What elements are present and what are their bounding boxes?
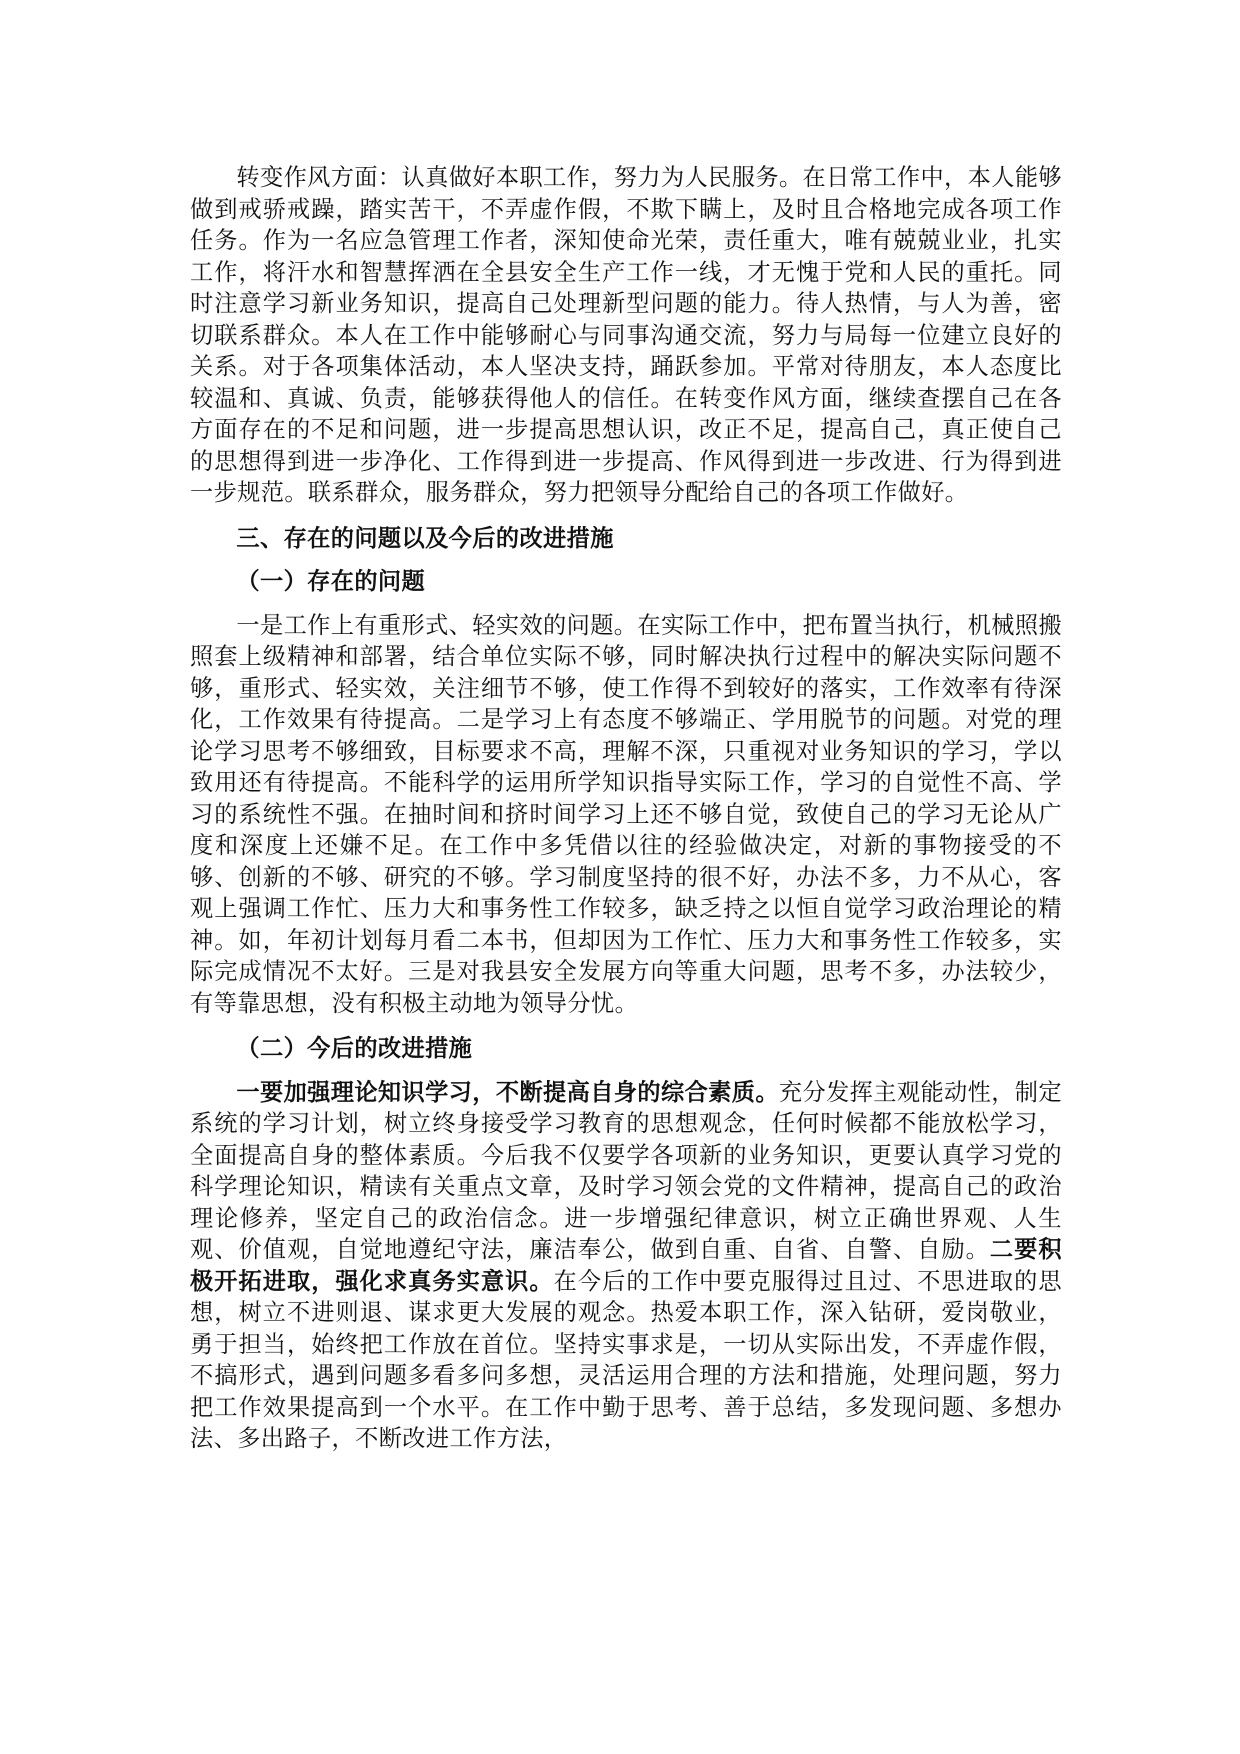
section-heading-problems-and-measures: 三、存在的问题以及今后的改进措施 bbox=[236, 524, 614, 552]
measure-body-1: 充分发挥主观能动性，制定系统的学习计划，树立终身接受学习教育的思想观念，任何时候都不能放松学习，全面提高自身的整体素质。今后我不仅要学各项新的业务知识，更要认真学习党的科学理论知识，精读有关重点文章，及时学习领会党的文件精神，提高自己的政治理论修养，坚定自己的政治信念。进一步增强纪律意识，树立正确世界观、人生观、价值观，自觉地遵纪守法，廉洁奉公，做到自重、自省、自警、自励。 bbox=[190, 1078, 1062, 1263]
subheading-improvement-measures: （二）今后的改进措施 bbox=[236, 1035, 473, 1062]
paragraph-improvement-measures bbox=[190, 1077, 1062, 1455]
paragraph-work-style: 转变作风方面：认真做好本职工作，努力为人民服务。在日常工作中，本人能够做到戒骄戒躁，踏实苦干，不弄虚作假，不欺下瞒上，及时且合格地完成各项工作任务。作为一名应急管理工作者，深知使命光荣，责任重大，唯有兢兢业业，扎实工作，将汗水和智慧挥洒在全县安全生产工作一线，才无愧于党和人民的重托。同时注意学习新业务知识，提高自己处理新型问题的能力。待人热情，与人为善，密切联系群众。本人在工作中能够耐心与同事沟通交流，努力与局每一位建立良好的关系。对于各项集体活动，本人坚决支持，踊跃参加。平常对待朋友，本人态度比较温和、真诚、负责，能够获得他人的信任。在转变作风方面，继续查摆自己在各方面存在的不足和问题，进一步提高思想认识，改正不足，提高自己，真正使自己的思想得到进一步净化、工作得到进一步提高、作风得到进一步改进、行为得到进一步规范。联系群众，服务群众，努力把领导分配给自己的各项工作做好。 bbox=[190, 164, 1062, 506]
measure-lead-2: 二要积极开拓进取，强化求真务实意识。 bbox=[190, 1236, 1062, 1295]
subheading-existing-problems: （一）存在的问题 bbox=[236, 568, 426, 595]
measure-body-2: 在今后的工作中要克服得过且过、不思进取的思想，树立不进则退、谋求更大发展的观念。热爱本职工作，深入钻研，爱岗敬业，勇于担当，始终把工作放在首位。坚持实事求是，一切从实际出发，不弄虚作假，不搞形式，遇到问题多看多问多想，灵活运用合理的方法和措施，处理问题，努力把工作效果提高到一个水平。在工作中勤于思考、善于总结，多发现问题、多想办法、多出路子，不断改进工作方法， bbox=[190, 1267, 1062, 1452]
paragraph-existing-problems: 一是工作上有重形式、轻实效的问题。在实际工作中，把布置当执行，机械照搬照套上级精神和部署，结合单位实际不够，同时解决执行过程中的解决实际问题不够，重形式、轻实效，关注细节不够，使工作得不到较好的落实，工作效率有待深化，工作效果有待提高。二是学习上有态度不够端正、学用脱节的问题。对党的理论学习思考不够细致，目标要求不高，理解不深，只重视对业务知识的学习，学以致用还有待提高。不能科学的运用所学知识指导实际工作，学习的自觉性不高、学习的系统性不强。在抽时间和挤时间学习上还不够自觉，致使自己的学习无论从广度和深度上还嫌不足。在工作中多凭借以往的经验做决定，对新的事物接受的不够、创新的不够、研究的不够。学习制度坚持的很不好，办法不多，力不从心，客观上强调工作忙、压力大和事务性工作较多，缺乏持之以恒自觉学习政治理论的精神。如，年初计划每月看二本书，但却因为工作忙、压力大和事务性工作较多，实际完成情况不太好。三是对我县安全发展方向等重大问题，思考不多，办法较少，有等靠思想，没有积极主动地为领导分忧。 bbox=[190, 611, 1062, 1017]
document-page bbox=[190, 162, 1062, 1702]
measure-lead-1: 一要加强理论知识学习，不断提高自身的综合素质。 bbox=[236, 1078, 779, 1106]
